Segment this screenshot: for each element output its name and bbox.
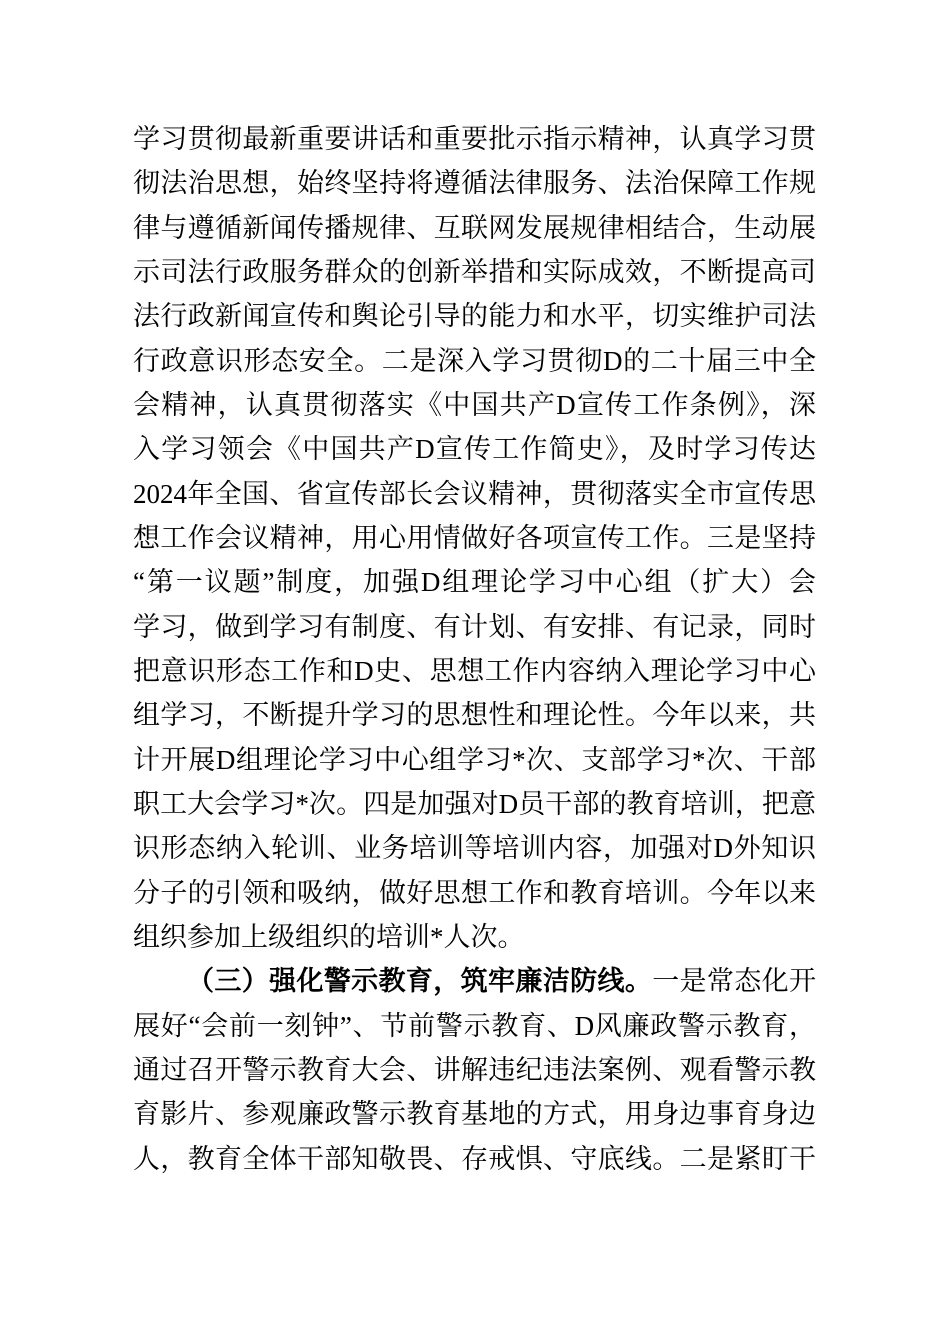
line-text: 想工作会议精神，用心用情做好各项宣传工作。三是坚持: [133, 522, 816, 553]
line-text: 2024年全国、省宣传部长会议精神，贯彻落实全市宣传思: [133, 478, 816, 509]
line-text: 入学习领会《中国共产D宣传工作简史》，及时学习传达: [133, 434, 816, 465]
line-text: 彻法治思想，始终坚持将遵循法律服务、法治保障工作规: [133, 168, 816, 199]
line-text: 行政意识形态安全。二是深入学习贯彻D的二十届三中全: [133, 345, 816, 376]
text-line: [133, 782, 816, 826]
section-heading: （三）强化警示教育，筑牢廉洁防线。: [187, 966, 653, 997]
line-text: 职工大会学习*次。四是加强对D员干部的教育培训，把意: [133, 788, 816, 819]
line-text: 会精神，认真贯彻落实《中国共产D宣传工作条例》，深: [133, 389, 816, 420]
line-text: 把意识形态工作和D史、思想工作内容纳入理论学习中心: [133, 655, 816, 686]
text-line: [133, 1092, 816, 1136]
line-text: 分子的引领和吸纳，做好思想工作和教育培训。今年以来: [133, 877, 816, 908]
text-line: [133, 871, 816, 915]
text-line: [133, 1048, 816, 1092]
text-line: [133, 605, 816, 649]
line-text: 育影片、参观廉政警示教育基地的方式，用身边事育身边: [133, 1099, 816, 1130]
text-line: [133, 516, 816, 560]
line-text: 展好“会前一刻钟”、节前警示教育、D风廉政警示教育，: [133, 1010, 816, 1041]
text-line: [133, 826, 816, 870]
text-line: [133, 206, 816, 250]
line-text: 人，教育全体干部知敬畏、存戒惧、守底线。二是紧盯干: [133, 1143, 816, 1174]
line-text: 律与遵循新闻传播规律、互联网发展规律相结合，生动展: [133, 212, 816, 243]
text-line: [133, 560, 816, 604]
text-line: [133, 427, 816, 471]
text-line: [133, 649, 816, 693]
text-line: [133, 959, 816, 1003]
text-line: [133, 1137, 816, 1181]
line-text: 学习，做到学习有制度、有计划、有安排、有记录，同时: [133, 611, 816, 642]
line-text: 学习贯彻最新重要讲话和重要批示指示精神，认真学习贯: [133, 124, 816, 154]
line-text: “第一议题”制度，加强D组理论学习中心组（扩大）会: [133, 567, 816, 598]
text-line: [133, 339, 816, 383]
line-text: 法行政新闻宣传和舆论引导的能力和水平，切实维护司法: [133, 301, 816, 332]
text-lines: [133, 117, 816, 1181]
line-text: 一是常态化开: [652, 966, 816, 997]
line-text: 示司法行政服务群众的创新举措和实际成效，不断提高司: [133, 256, 816, 287]
text-line: [133, 472, 816, 516]
line-text: 组学习，不断提升学习的思想性和理论性。今年以来，共: [133, 700, 816, 731]
text-line: [133, 294, 816, 338]
text-line: [133, 915, 816, 959]
text-line: [133, 117, 816, 161]
text-line: [133, 250, 816, 294]
line-text: 组织参加上级组织的培训*人次。: [133, 921, 525, 952]
line-text: 计开展D组理论学习中心组学习*次、支部学习*次、干部: [133, 744, 816, 775]
text-line: [133, 1004, 816, 1048]
line-text: 识形态纳入轮训、业务培训等培训内容，加强对D外知识: [133, 833, 816, 864]
text-line: [133, 383, 816, 427]
text-line: [133, 693, 816, 737]
text-line: [133, 161, 816, 205]
line-text: 通过召开警示教育大会、讲解违纪违法案例、观看警示教: [133, 1054, 816, 1085]
text-line: [133, 738, 816, 782]
